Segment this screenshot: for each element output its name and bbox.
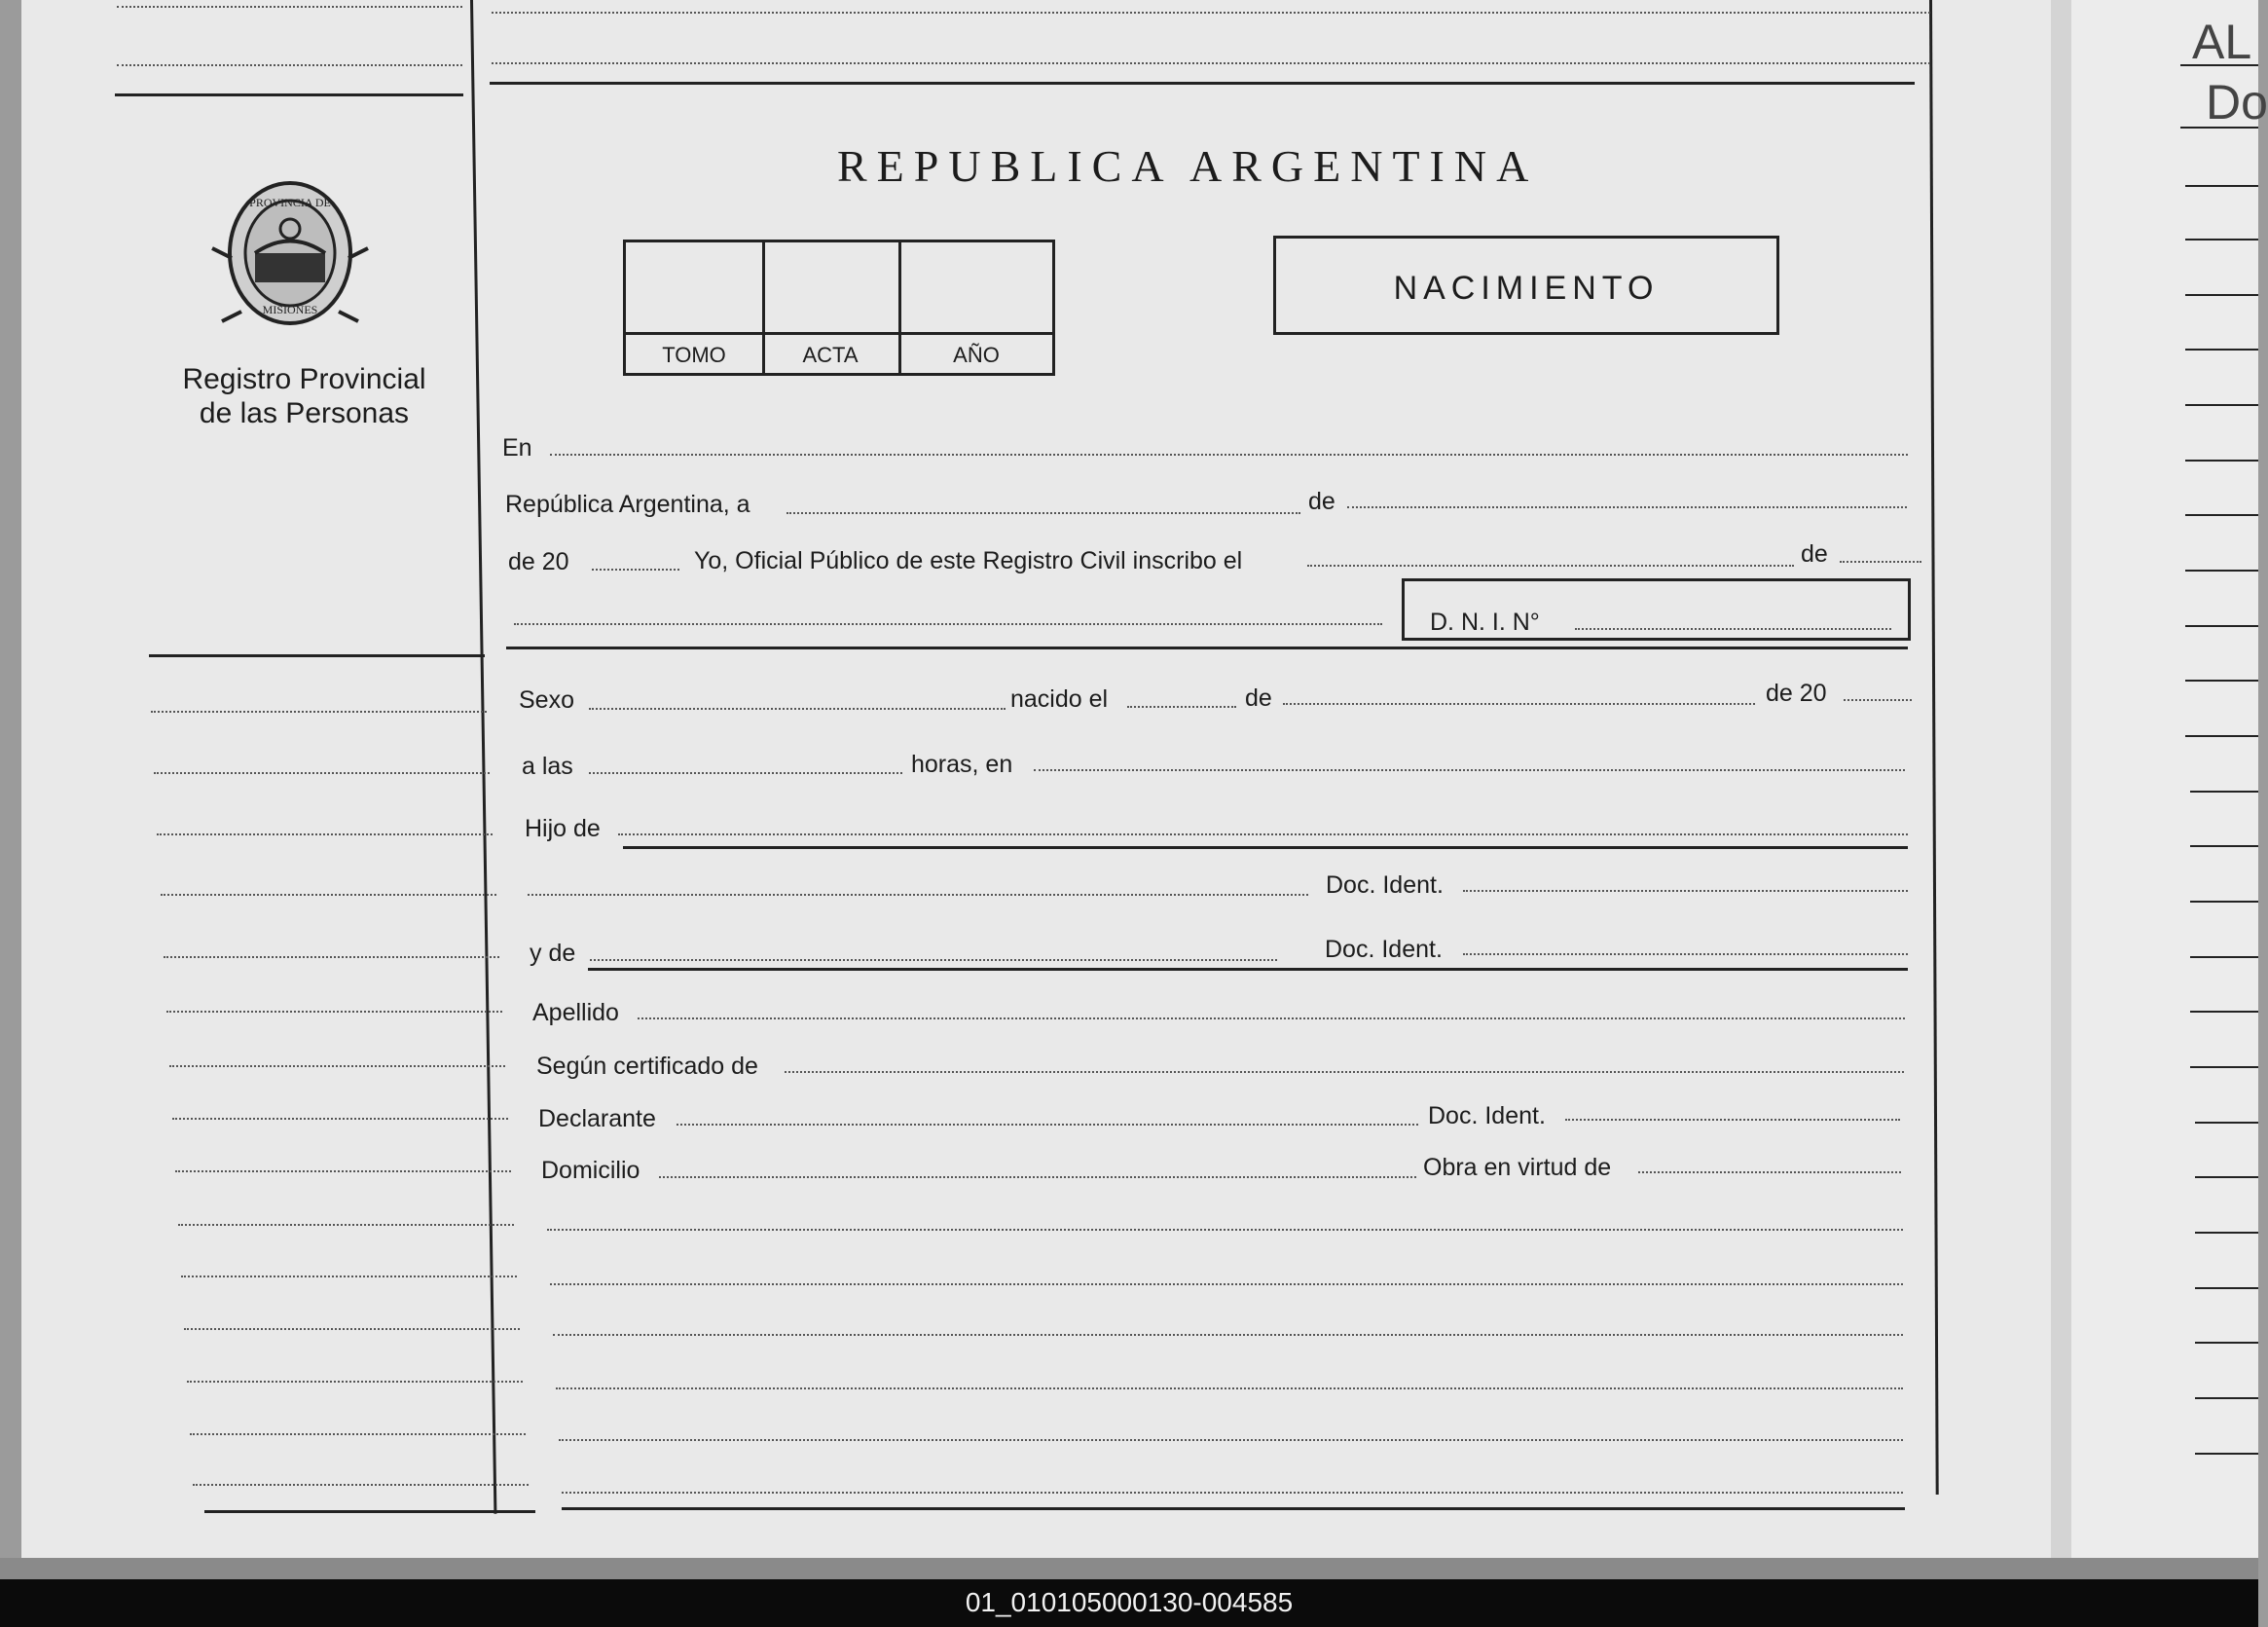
label-declarante: Declarante xyxy=(538,1105,656,1132)
province-seal xyxy=(212,175,368,339)
facing-page-word-1: AL xyxy=(2192,15,2252,69)
field-mes xyxy=(1347,506,1907,508)
field-hora xyxy=(589,772,902,774)
record-type-box xyxy=(1273,236,1779,335)
facing-page-word-2: Do xyxy=(2206,75,2268,129)
registry-name-line2: de las Personas xyxy=(199,397,410,429)
section-rule-1 xyxy=(506,647,1908,649)
field-doc-declarante xyxy=(1565,1119,1900,1121)
field-lugar-nacimiento xyxy=(1034,769,1905,771)
page-gutter xyxy=(2051,0,2071,1577)
country-title: REPUBLICA ARGENTINA xyxy=(837,141,1539,191)
label-doc-ident-2: Doc. Ident. xyxy=(1325,936,1443,963)
label-nacido: nacido el xyxy=(1010,685,1109,713)
field-domicilio xyxy=(659,1176,1416,1178)
field-lugar xyxy=(550,454,1908,456)
label-en: En xyxy=(502,434,532,462)
record-type-label: NACIMIENTO xyxy=(1393,270,1660,307)
footer-code: 01_010105000130-004585 xyxy=(965,1587,1294,1617)
field-madre xyxy=(590,959,1277,961)
field-obra xyxy=(1638,1171,1901,1173)
label-doc-ident-1: Doc. Ident. xyxy=(1326,871,1444,899)
field-certificado xyxy=(785,1071,1904,1073)
label-republica: República Argentina, a xyxy=(505,491,750,518)
field-dia xyxy=(786,512,1300,514)
registry-name-line1: Registro Provincial xyxy=(182,363,426,395)
tomo-acta-anio-box xyxy=(623,240,1055,376)
label-y-de: y de xyxy=(530,940,576,967)
label-dni: D. N. I. N° xyxy=(1430,609,1540,636)
label-de-2: de xyxy=(1801,540,1828,568)
dni-box xyxy=(1402,578,1911,641)
field-dni xyxy=(1575,628,1891,630)
field-de-2 xyxy=(1840,561,1921,563)
bottom-rule-main xyxy=(562,1507,1905,1510)
anio-label: AÑO xyxy=(953,343,1000,367)
field-nacido-dia xyxy=(1127,706,1236,708)
field-doc-padre xyxy=(1463,890,1908,892)
label-horas-en: horas, en xyxy=(911,751,1013,778)
field-fecha-inscripcion xyxy=(1307,565,1794,567)
facing-page xyxy=(2071,0,2258,1558)
label-hijo-de: Hijo de xyxy=(525,815,601,842)
label-de20: de 20 xyxy=(508,548,569,575)
field-continuation xyxy=(514,623,1382,625)
label-apellido: Apellido xyxy=(532,999,619,1026)
label-de-3: de xyxy=(1245,684,1272,712)
stub-rule-1 xyxy=(149,654,485,657)
label-domicilio: Domicilio xyxy=(541,1157,640,1184)
svg-text:PROVINCIA DE: PROVINCIA DE xyxy=(249,196,331,209)
label-doc-ident-3: Doc. Ident. xyxy=(1428,1102,1546,1129)
label-sexo: Sexo xyxy=(519,686,574,714)
label-de-1: de xyxy=(1308,488,1335,515)
svg-text:MISIONES: MISIONES xyxy=(262,303,318,316)
rule-madre xyxy=(588,968,1908,971)
label-yo-oficial: Yo, Oficial Público de este Registro Civil inscribo el xyxy=(694,547,1243,574)
label-a-las: a las xyxy=(522,753,573,780)
field-apellido xyxy=(638,1017,1905,1019)
field-padre xyxy=(618,833,1908,835)
field-padre-cont xyxy=(528,894,1308,896)
label-obra-en-virtud: Obra en virtud de xyxy=(1423,1154,1612,1181)
acta-label: ACTA xyxy=(802,343,859,367)
field-nacido-anio xyxy=(1844,699,1912,701)
rule-hijo xyxy=(623,846,1908,849)
book-edge xyxy=(0,1558,2258,1579)
field-sexo xyxy=(589,708,1006,710)
field-nacido-mes xyxy=(1283,703,1755,705)
field-anio xyxy=(592,569,679,571)
field-doc-madre xyxy=(1463,953,1908,955)
label-segun-certificado: Según certificado de xyxy=(536,1053,758,1080)
tomo-label: TOMO xyxy=(662,343,726,367)
label-de20-b: de 20 xyxy=(1766,680,1827,707)
field-declarante xyxy=(677,1124,1418,1126)
